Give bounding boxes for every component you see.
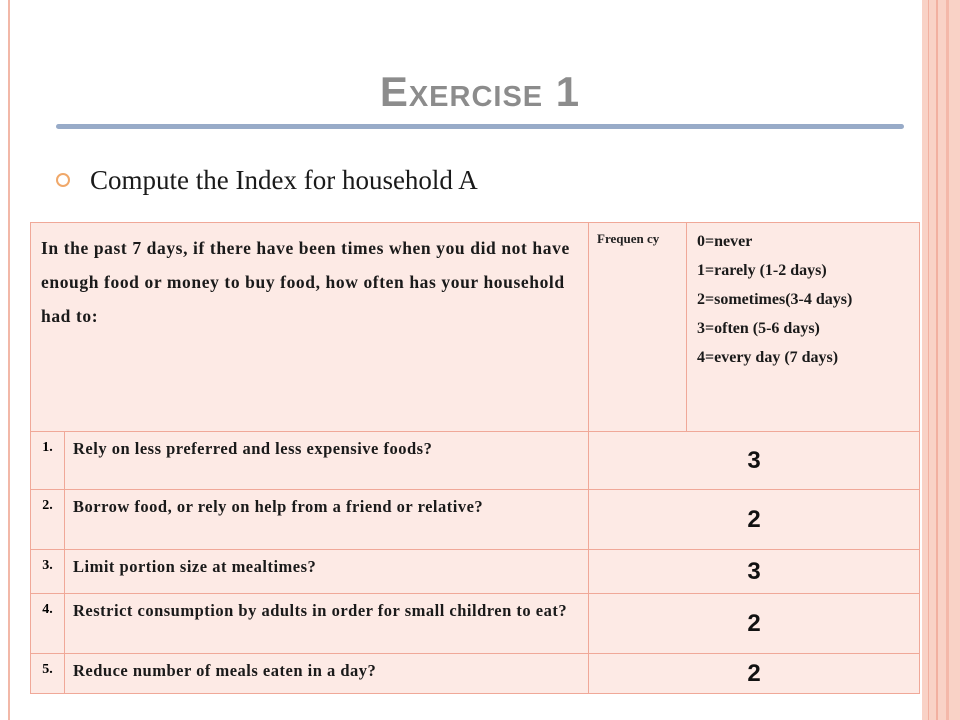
row-question: Limit portion size at mealtimes? <box>65 550 589 594</box>
slide-title: Exercise 1 <box>379 68 581 115</box>
row-number: 4. <box>31 594 65 654</box>
table-row <box>31 549 919 594</box>
legend-item: 3=often (5-6 days) <box>697 320 820 337</box>
row-answer: 2 <box>747 660 761 687</box>
legend-item: 1=rarely (1-2 days) <box>697 262 827 279</box>
bullet-text: Compute the Index for household A <box>90 164 478 195</box>
row-number: 3. <box>31 550 65 594</box>
row-answer: 3 <box>747 558 761 585</box>
legend-item: 0=never <box>697 233 753 250</box>
row-answer: 2 <box>747 610 761 637</box>
row-question: Reduce number of meals eaten in a day? <box>65 654 589 694</box>
row-number: 2. <box>31 490 65 550</box>
row-answer: 3 <box>747 447 761 474</box>
table-row <box>31 431 919 490</box>
title-underline <box>56 124 904 129</box>
legend-item: 2=sometimes(3-4 days) <box>697 291 853 308</box>
row-number: 1. <box>31 432 65 490</box>
legend-item: 4=every day (7 days) <box>697 349 839 366</box>
table-row <box>31 653 919 694</box>
row-answer: 2 <box>747 506 761 533</box>
row-question: Rely on less preferred and less expensive foods? <box>65 432 589 490</box>
bullet-ring-icon <box>56 173 70 187</box>
row-number: 5. <box>31 654 65 694</box>
row-question: Borrow food, or rely on help from a friend or relative? <box>65 490 589 550</box>
bullet-item <box>56 160 478 200</box>
frequency-legend <box>687 223 919 431</box>
table-row <box>31 489 919 550</box>
row-question: Restrict consumption by adults in order for small children to eat? <box>65 594 589 654</box>
food-index-table <box>30 222 920 694</box>
table-row <box>31 593 919 654</box>
header-question: In the past 7 days, if there have been times when you did not have enough food or money to buy food, how often has your household had to: <box>31 223 589 431</box>
header-frequency: Frequen cy <box>589 223 687 431</box>
